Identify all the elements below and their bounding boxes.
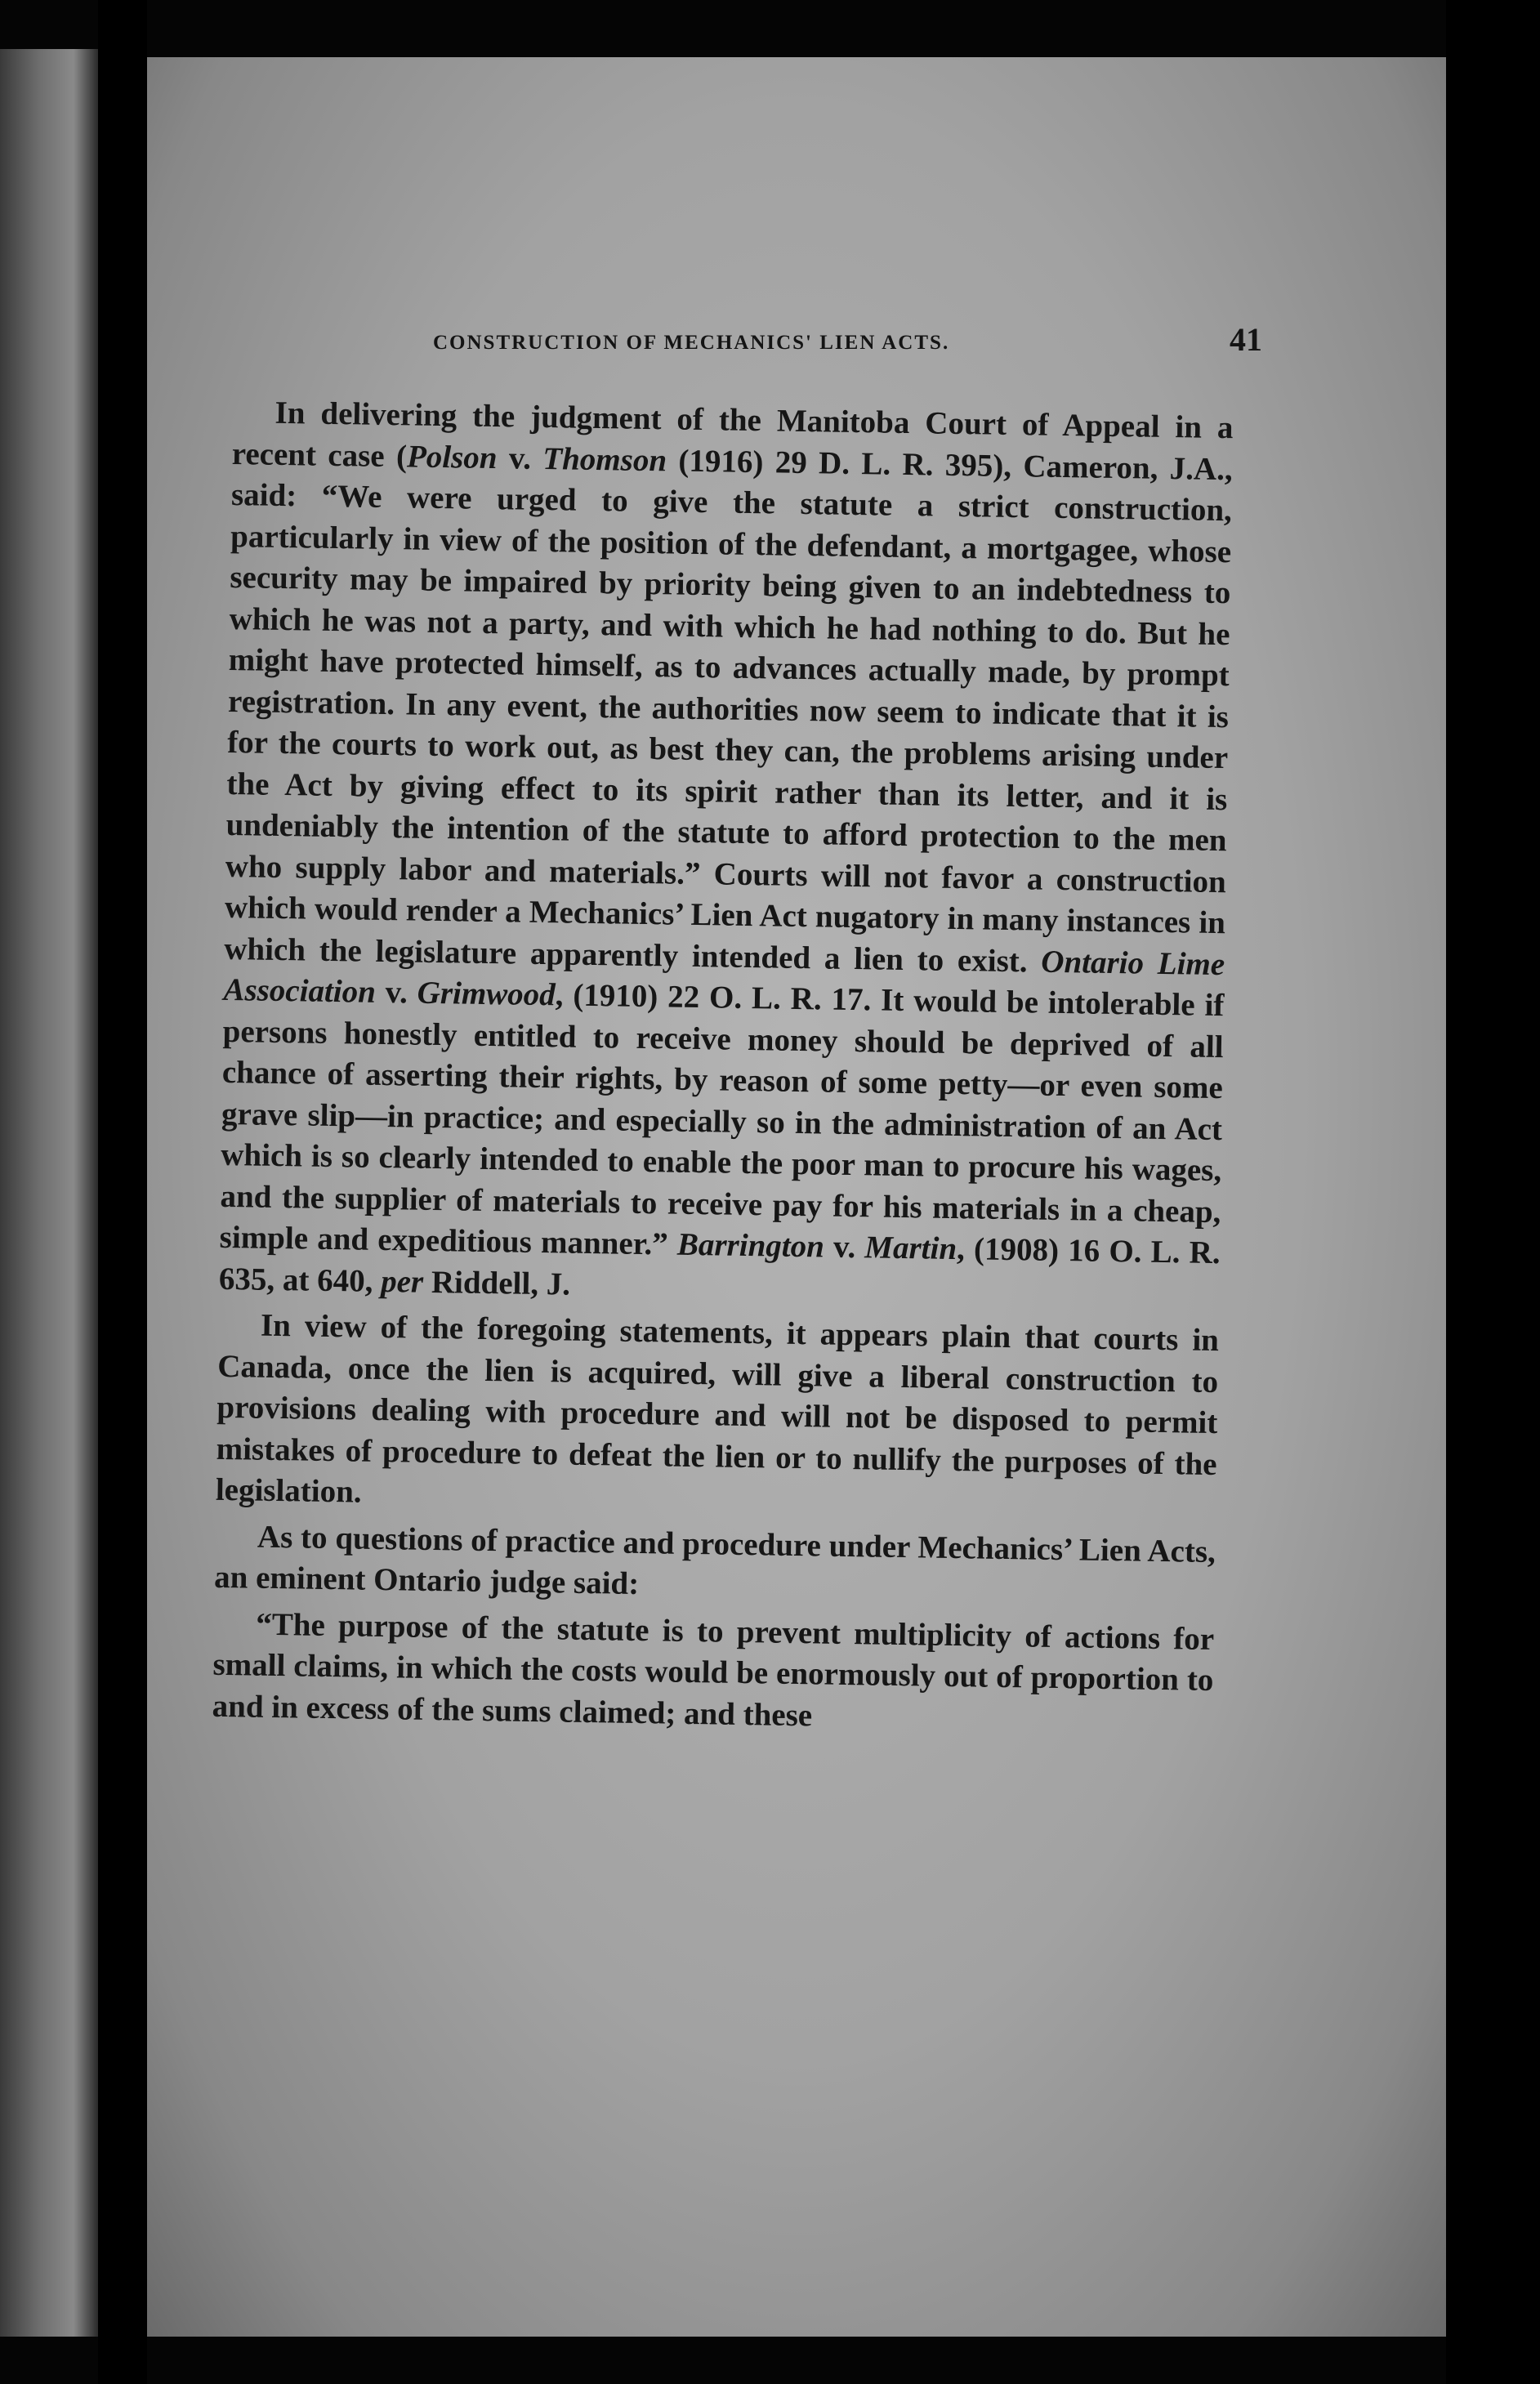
italic-text: Barrington [676, 1226, 825, 1265]
text-run: v. [824, 1229, 865, 1266]
text-run: As to questions of practice and procedure under Mechanics’ Lien Acts, an eminent Ontario judge said: [213, 1519, 1216, 1601]
italic-text: Thomson [542, 440, 667, 478]
italic-text: per [380, 1263, 424, 1300]
page-number: 41 [1230, 321, 1262, 358]
paragraph [212, 1603, 1214, 1743]
book-gutter [98, 0, 147, 2384]
text-run: v. [375, 974, 418, 1011]
text-run: In view of the foregoing statements, it appears plain that courts in Canada, once the lien is acquired, will give a liberal construction to provisions dealing with procedure and will not be disposed to permit mistakes of procedure to defeat the lien or to nullify the purposes of the legislation. [215, 1307, 1220, 1510]
italic-text: Ontario Lime Association [223, 944, 1225, 1010]
running-header [286, 310, 1262, 376]
italic-text: Martin [864, 1230, 957, 1267]
paragraph [215, 1305, 1219, 1527]
text-run: , (1910) 22 O. L. R. 17. It would be intolerable if persons honestly entitled to receive money should be deprived of all chance of asserting their rights, by reason of some petty—or even some grave slip—in practice; and especially so in the administration of an Act which is so clearly intended to enable the poor man to procure his wages, and the supplier of materials to receive pay for his materials in a cheap, simple and expeditious manner.” [219, 977, 1225, 1262]
paragraph [214, 1516, 1216, 1614]
header-title: CONSTRUCTION OF MECHANICS' LIEN ACTS. [433, 332, 950, 354]
previous-page-edge [0, 49, 98, 2337]
text-run: v. [497, 440, 543, 476]
text-run: In delivering the judgment of the Manitoba Court of Appeal in a recent case ( [231, 395, 1234, 474]
text-run: “The purpose of the statute is to prevent multiplicity of actions for small claims, in which the costs would be enormously out of proportion to and in excess of the sums claimed; and these [212, 1606, 1215, 1733]
text-run: (1916) 29 D. L. R. 395), Cameron, J.A., said: “We were urged to give the statute a strict construction, particularly in view of the position of the defendant, a mortgagee, whose security may be impaired by priority being given to an indebtedness to which he was not a party, and with which he had nothing to do. But he might have protected himself, as to advances actually made, by prompt registration. In any event, the authorities now seem to indicate that it is for the courts to work out, as best they can, the problems arising under the Act by giving effect to its spirit rather than its letter, and it is undeniably the intention of the statute to afford protection to the men who supply labor and materials.” Courts will not favor a construction which would render a Mechanics’ Lien Act nugatory in many instances in which the legislature apparently intended a lien to exist. [223, 442, 1234, 980]
italic-text: Grimwood [417, 975, 556, 1013]
text-run: Riddell, J. [422, 1264, 571, 1302]
body-text [212, 392, 1234, 1743]
scan-border [1446, 0, 1540, 2384]
italic-text: Polson [406, 438, 498, 475]
paragraph [219, 392, 1234, 1315]
text-run: , (1908) 16 O. L. R. 635, at 640, [218, 1231, 1221, 1299]
